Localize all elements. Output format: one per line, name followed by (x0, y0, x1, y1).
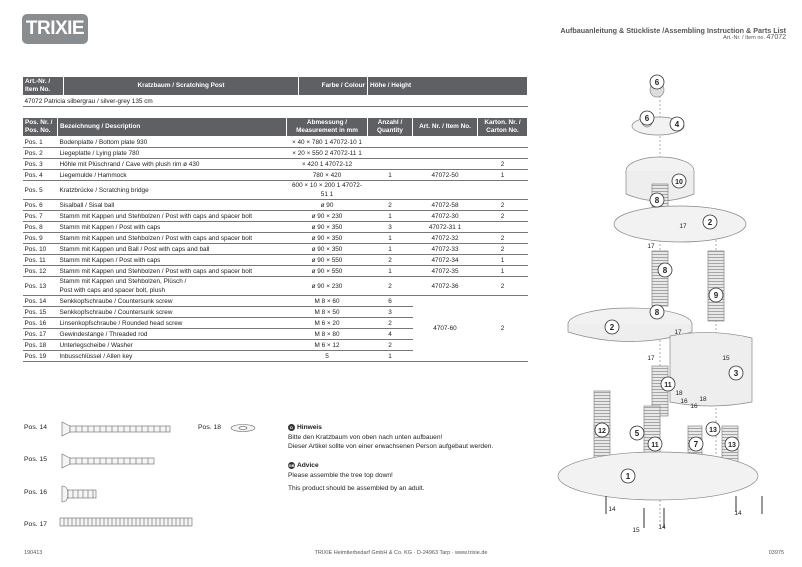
cell-pos: Pos. 8 (23, 222, 58, 233)
cell-desc-line: Stamm mit Kappen und Stehbolzen, Plüsch / (59, 278, 187, 285)
label-3: 3 (733, 369, 739, 378)
cell-pos: Pos. 18 (23, 340, 58, 351)
countersunk-screw-60-icon (62, 422, 170, 436)
cell-meas: ø 90 × 350 (287, 233, 368, 244)
cell-carton: 2 (478, 277, 528, 296)
col-item: Art. Nr. / Item No. (413, 118, 478, 137)
cell-desc: Senkkopfschraube / Countersunk screw (58, 307, 287, 318)
flag-de-icon: D (288, 424, 295, 431)
note-de-line1: Bitte den Kratzbaum von oben nach unten aufbauen! (288, 433, 443, 441)
label-13a: 13 (709, 427, 717, 434)
product-table (22, 76, 528, 107)
cell-qty: 2 (368, 255, 413, 266)
cell-desc: Stamm mit Kappen und Stehbolzen / Post with caps and spacer bolt (58, 266, 287, 277)
label-16a: 16 (680, 398, 688, 405)
cell-carton: 2 (478, 211, 528, 222)
cell-meas: × 40 × 780 1 47072-10 1 (287, 137, 368, 148)
cell-desc: Unterlegscheibe / Washer (58, 340, 287, 351)
cell-pos: Pos. 12 (23, 266, 58, 277)
table-row (23, 159, 528, 170)
cell-meas: × 20 × 550 2 47072-11 1 (287, 148, 368, 159)
cell-carton: 2 (478, 244, 528, 255)
cell-meas: ø 90 (287, 200, 368, 211)
cell-desc: Liegeplatte / Lying plate 780 (58, 148, 287, 159)
cell-qty: 1 (368, 233, 413, 244)
label-18b: 18 (699, 396, 707, 403)
cell-qty: 2 (368, 200, 413, 211)
post-icon (652, 251, 668, 306)
cell-desc: Stamm mit Kappen und Stehbolzen / Post with caps and spacer bolt (58, 233, 287, 244)
col-name: Kratzbaum / Scratching Post (64, 77, 299, 96)
label-14a: 14 (608, 506, 616, 513)
cell-qty: 2 (368, 340, 413, 351)
label-8b: 8 (662, 266, 668, 275)
col-artno: Art.-Nr. / Item No. (23, 77, 64, 96)
cell-carton: 1 (478, 170, 528, 181)
cell-meas: ø 90 × 550 (287, 266, 368, 277)
cell-pos: Pos. 5 (23, 181, 58, 200)
cell-pos: Pos. 15 (23, 307, 58, 318)
cell-meas: ø 90 × 230 (287, 277, 368, 296)
cell-qty: 1 (368, 266, 413, 277)
cell-desc: Stamm mit Kappen und Ball / Post with caps and ball (58, 244, 287, 255)
label-16b: 16 (690, 403, 698, 410)
table-row (23, 148, 528, 159)
col-qty: Anzahl / Quantity (368, 118, 413, 137)
cell-item: 47072-58 (413, 200, 478, 211)
cell-item (413, 159, 478, 170)
label-2b: 2 (609, 323, 615, 332)
note-de-title: Hinweis (297, 424, 322, 431)
table-row (23, 181, 528, 200)
threaded-rod-icon (60, 518, 192, 526)
col-carton: Karton. Nr. / Carton No. (478, 118, 528, 137)
cell-desc: Senkkopfschraube / Countersunk screw (58, 296, 287, 307)
label-13b: 13 (728, 442, 736, 449)
cell-pos: Pos. 3 (23, 159, 58, 170)
label-15a: 15 (722, 355, 730, 362)
cell-qty: 1 (368, 170, 413, 181)
note-de-line2: Dieser Artikel sollte von einer erwachsenen Person aufgebaut werden. (288, 443, 494, 450)
label-15b: 15 (632, 527, 640, 534)
cell-meas: M 8 × 60 (287, 296, 368, 307)
label-10: 10 (675, 179, 683, 186)
label-17b: 17 (679, 223, 687, 230)
cell-meas: ø 90 × 350 (287, 244, 368, 255)
cell-carton (478, 222, 528, 233)
cell-pos: Pos. 10 (23, 244, 58, 255)
cell-qty (368, 148, 413, 159)
table-row (23, 296, 528, 307)
hw-label-15: Pos. 15 (24, 456, 48, 463)
hardware-drawings (56, 418, 306, 536)
label-17c: 17 (674, 329, 682, 336)
hw-label-17: Pos. 17 (24, 521, 48, 528)
flag-gb-icon: GB (288, 462, 295, 468)
cell-qty: 3 (368, 307, 413, 318)
cell-pos: Pos. 4 (23, 170, 58, 181)
cell-pos: Pos. 11 (23, 255, 58, 266)
table-row (23, 211, 528, 222)
cell-meas: ø 90 × 350 (287, 222, 368, 233)
label-8a: 8 (654, 196, 660, 205)
hw-label-18: Pos. 18 (198, 424, 222, 431)
cell-meas: 5 (287, 351, 368, 362)
cell-desc: Stamm mit Kappen und Stehbolzen / Post with caps and spacer bolt (58, 211, 287, 222)
table-row (23, 233, 528, 244)
cell-carton: 1 (478, 255, 528, 266)
cell-desc-line: Post with caps and spacer bolt, plush (59, 287, 166, 294)
cell-qty: 4 (368, 329, 413, 340)
cell-desc: Bodenplatte / Bottom plate 930 (58, 137, 287, 148)
footer-center: TRIXIE Heimtierbedarf GmbH & Co. KG · D-24963 Tarp · www.trixie.de (314, 550, 488, 556)
table-row (23, 244, 528, 255)
label-1: 1 (625, 472, 631, 481)
cell-item: 47072-35 (413, 266, 478, 277)
cell-carton: 2 (478, 233, 528, 244)
brand-logo-text: TRIXIE (25, 18, 85, 39)
cell-qty: 6 (368, 296, 413, 307)
label-18a: 18 (675, 390, 683, 397)
cell-desc: Stamm mit Kappen / Post with caps (58, 222, 287, 233)
cell-item: 47072-32 (413, 233, 478, 244)
note-gb (288, 461, 424, 494)
article-number-label: Art.-Nr. / Item no. (723, 35, 765, 41)
cell-meas: M 6 × 12 (287, 340, 368, 351)
article-number (723, 34, 786, 41)
page-title: Aufbauanleitung & Stückliste /Assembling Instruction & Parts List (560, 26, 786, 35)
cell-meas: 600 × 10 × 200 1 47072-51 1 (287, 181, 368, 200)
cell-pos: Pos. 17 (23, 329, 58, 340)
cell-item: 47072-36 (413, 277, 478, 296)
table-row (23, 266, 528, 277)
cell-carton: 1 (478, 266, 528, 277)
cell-meas: ø 90 × 230 (287, 211, 368, 222)
cell-qty: 2 (368, 318, 413, 329)
cell-pos: Pos. 16 (23, 318, 58, 329)
label-6b: 6 (644, 114, 650, 123)
note-gb-line2: This product should be assembled by an adult. (288, 485, 425, 492)
cell-item: 47072-31 1 (413, 222, 478, 233)
note-gb-title: Advice (297, 462, 319, 469)
table-row (23, 170, 528, 181)
cell-meas: M 6 × 20 (287, 318, 368, 329)
label-14c: 14 (734, 510, 742, 517)
cell-carton: 2 (478, 200, 528, 211)
cell-desc: Linsenkopfschraube / Rounded head screw (58, 318, 287, 329)
table-row (23, 200, 528, 211)
label-5: 5 (634, 429, 640, 438)
cell-qty: 2 (368, 277, 413, 296)
cell-desc: Kratzbrücke / Scratching bridge (58, 181, 287, 200)
label-14b: 14 (658, 524, 666, 531)
note-de (288, 423, 493, 452)
parts-table (22, 117, 528, 362)
table-row (23, 137, 528, 148)
article-number-value: 47072 (766, 34, 786, 41)
cell-pos: Pos. 6 (23, 200, 58, 211)
table-row (23, 277, 528, 296)
label-17a: 17 (647, 243, 655, 250)
label-4: 4 (674, 120, 680, 129)
label-11a: 11 (664, 382, 672, 389)
cell-qty: 1 (368, 244, 413, 255)
cell-pos: Pos. 9 (23, 233, 58, 244)
cell-pos: Pos. 19 (23, 351, 58, 362)
cell-item: 47072-30 (413, 211, 478, 222)
cell-meas: M 8 × 80 (287, 329, 368, 340)
footer-right: 03975 (768, 550, 784, 556)
label-11b: 11 (651, 442, 659, 449)
cell-meas: 780 × 420 (287, 170, 368, 181)
table-row (23, 222, 528, 233)
cell-item: 4707-60 (413, 296, 478, 362)
cell-qty (368, 159, 413, 170)
cell-pos: Pos. 14 (23, 296, 58, 307)
col-height: Höhe / Height (368, 77, 528, 96)
cell-qty (368, 137, 413, 148)
cell-pos: Pos. 13 (23, 277, 58, 296)
col-pos: Pos. Nr. / Pos. No. (23, 118, 58, 137)
cell-desc: Liegemulde / Hammock (58, 170, 287, 181)
brand-logo (22, 14, 88, 44)
cell-pos: Pos. 1 (23, 137, 58, 148)
cell-pos: Pos. 7 (23, 211, 58, 222)
cell-item: 47072-33 (413, 244, 478, 255)
cell-qty (368, 181, 413, 200)
post-icon (708, 251, 724, 321)
bottom-plate-icon (558, 452, 758, 500)
col-colour: Farbe / Colour (299, 77, 368, 96)
label-12: 12 (598, 428, 606, 435)
label-17d: 17 (647, 355, 655, 362)
cell-desc: Gewindestange / Threaded rod (58, 329, 287, 340)
washer-icon (231, 425, 255, 432)
cell-qty: 1 (368, 211, 413, 222)
label-2a: 2 (707, 218, 713, 227)
label-7: 7 (693, 440, 699, 449)
cell-carton (478, 137, 528, 148)
cell-qty: 1 (368, 351, 413, 362)
cell-item (413, 181, 478, 200)
label-9: 9 (713, 291, 719, 300)
cell-qty: 3 (368, 222, 413, 233)
footer-left: 190413 (24, 550, 43, 556)
col-meas: Abmessung / Measurement in mm (287, 118, 368, 137)
cell-desc: Inbusschlüssel / Allen key (58, 351, 287, 362)
cell-desc (58, 277, 287, 296)
cell-item (413, 137, 478, 148)
cell-carton: 2 (478, 296, 528, 362)
col-desc: Bezeichnung / Description (58, 118, 287, 137)
label-6a: 6 (654, 78, 660, 87)
label-8c: 8 (654, 308, 660, 317)
cell-carton (478, 148, 528, 159)
table-row (23, 255, 528, 266)
cell-meas: M 8 × 50 (287, 307, 368, 318)
cell-carton: 2 (478, 159, 528, 170)
cell-desc: Stamm mit Kappen / Post with caps (58, 255, 287, 266)
cell-meas: ø 90 × 550 (287, 255, 368, 266)
exploded-diagram (540, 66, 802, 540)
cell-item: 47072-50 (413, 170, 478, 181)
countersunk-screw-50-icon (62, 454, 154, 468)
product-row: 47072 Patricia silbergrau / silver-grey 135 cm (23, 96, 528, 107)
cell-meas: × 420 1 47072-12 (287, 159, 368, 170)
cell-carton (478, 181, 528, 200)
cell-desc: Sisalball / Sisal ball (58, 200, 287, 211)
cell-pos: Pos. 2 (23, 148, 58, 159)
hw-label-16: Pos. 16 (24, 489, 48, 496)
hw-label-14: Pos. 14 (24, 424, 48, 431)
cell-item (413, 148, 478, 159)
rounded-head-screw-icon (62, 486, 96, 502)
cell-item: 47072-34 (413, 255, 478, 266)
cell-desc: Höhle mit Plüschrand / Cave with plush rim ø 430 (58, 159, 287, 170)
note-gb-line1: Please assemble the tree top down! (288, 471, 393, 479)
